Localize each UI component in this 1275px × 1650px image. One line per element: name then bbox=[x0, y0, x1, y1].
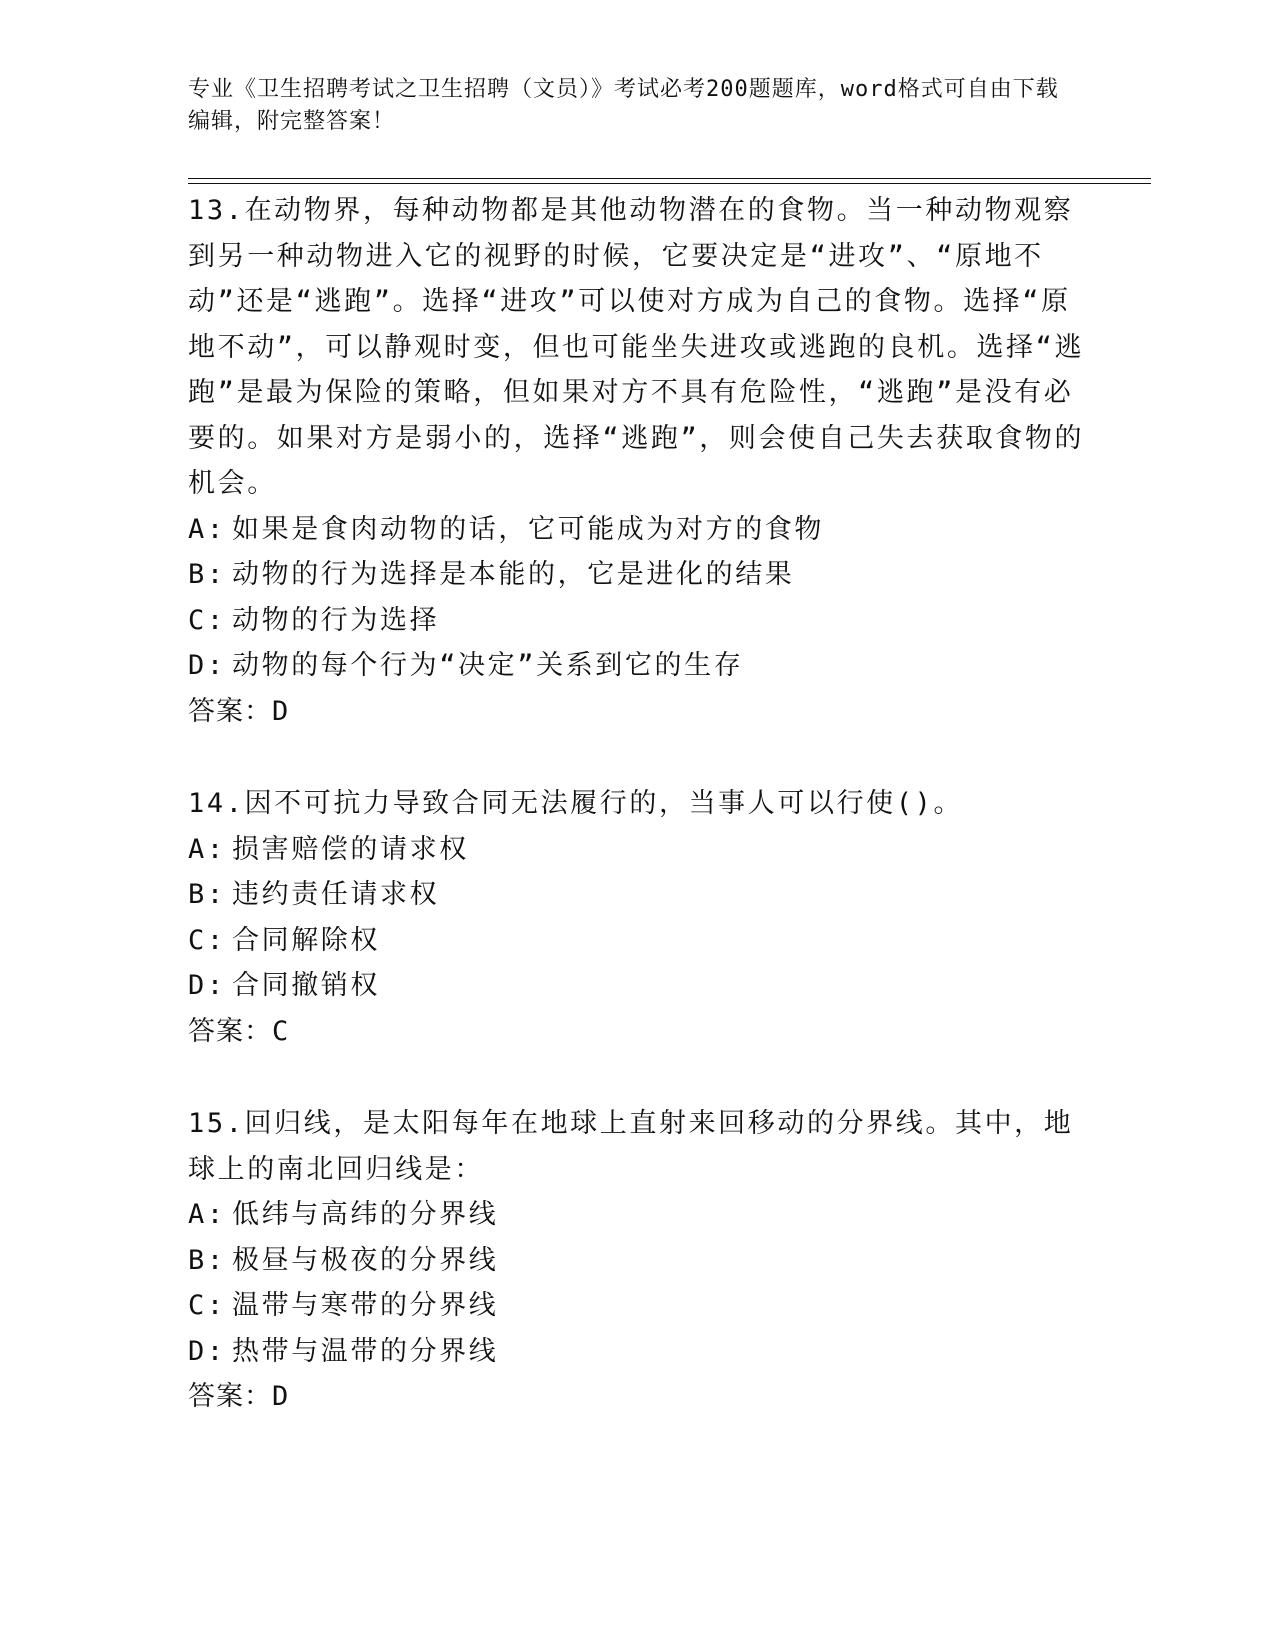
option-a bbox=[188, 507, 1088, 553]
option-letter: C: bbox=[188, 604, 226, 636]
question-13 bbox=[188, 188, 1088, 734]
answer-value: C bbox=[272, 1015, 290, 1047]
option-letter: B: bbox=[188, 559, 226, 590]
option-text: 动物的行为选择是本能的，它是进化的结果 bbox=[232, 559, 795, 590]
option-b bbox=[188, 872, 1088, 918]
option-text: 合同撤销权 bbox=[232, 970, 380, 1001]
answer-line bbox=[188, 1009, 1088, 1055]
option-letter: D: bbox=[188, 650, 226, 681]
option-d bbox=[188, 963, 1088, 1009]
spacer bbox=[188, 1054, 1088, 1101]
answer-label: 答案： bbox=[188, 1015, 272, 1047]
option-c bbox=[188, 598, 1088, 644]
option-text: 热带与温带的分界线 bbox=[232, 1335, 499, 1367]
option-text: 温带与寒带的分界线 bbox=[232, 1290, 499, 1321]
answer-label: 答案： bbox=[188, 1381, 272, 1412]
option-text: 极昼与极夜的分界线 bbox=[232, 1244, 499, 1276]
question-15 bbox=[188, 1101, 1088, 1420]
question-stem: 13.在动物界，每种动物都是其他动物潜在的食物。当一种动物观察到另一种动物进入它的视野的时候，它要决定是“进攻”、“原地不动”还是“逃跑”。选择“进攻”可以使对方成为自己的食物。选择“原地不动”，可以静观时变，但也可能坐失进攻或逃跑的良机。选择“逃跑”是最为保险的策略，但如果对方不具有危险性，“逃跑”是没有必要的。如果对方是弱小的，选择“逃跑”，则会使自己失去获取食物的机会。 bbox=[188, 195, 1085, 499]
option-text: 动物的每个行为“决定”关系到它的生存 bbox=[232, 650, 744, 681]
option-a bbox=[188, 827, 1088, 873]
option-letter: A: bbox=[188, 513, 226, 545]
option-text: 动物的行为选择 bbox=[232, 604, 440, 636]
answer-line bbox=[188, 1374, 1088, 1420]
header-rule-top bbox=[188, 178, 1151, 179]
option-d bbox=[188, 1329, 1088, 1375]
option-text: 如果是食肉动物的话，它可能成为对方的食物 bbox=[232, 513, 824, 545]
option-text: 损害赔偿的请求权 bbox=[232, 833, 469, 865]
option-letter: B: bbox=[188, 1244, 226, 1276]
option-letter: D: bbox=[188, 970, 226, 1001]
option-text: 低纬与高纬的分界线 bbox=[232, 1199, 499, 1230]
answer-value: D bbox=[272, 1381, 290, 1412]
option-b bbox=[188, 552, 1088, 598]
spacer bbox=[188, 734, 1088, 781]
option-a bbox=[188, 1192, 1088, 1238]
option-c bbox=[188, 1283, 1088, 1329]
option-letter: A: bbox=[188, 833, 226, 865]
option-letter: C: bbox=[188, 1290, 226, 1321]
option-letter: C: bbox=[188, 924, 226, 956]
option-text: 违约责任请求权 bbox=[232, 879, 440, 910]
answer-label: 答案： bbox=[188, 695, 272, 727]
option-letter: B: bbox=[188, 879, 226, 910]
option-letter: D: bbox=[188, 1335, 226, 1367]
option-b bbox=[188, 1238, 1088, 1284]
option-d bbox=[188, 643, 1088, 689]
question-stem: 14.因不可抗力导致合同无法履行的，当事人可以行使()。 bbox=[188, 788, 964, 819]
question-list bbox=[188, 188, 1088, 1420]
question-14 bbox=[188, 781, 1088, 1054]
document-header: 专业《卫生招聘考试之卫生招聘（文员）》考试必考200题题库，word格式可自由下载编辑，附完整答案！ bbox=[188, 77, 1059, 134]
option-text: 合同解除权 bbox=[232, 924, 380, 956]
answer-value: D bbox=[272, 695, 290, 727]
option-letter: A: bbox=[188, 1199, 226, 1230]
header-rule-bottom bbox=[188, 183, 1151, 184]
question-stem: 15.回归线，是太阳每年在地球上直射来回移动的分界线。其中，地球上的南北回归线是： bbox=[188, 1108, 1074, 1185]
option-c bbox=[188, 918, 1088, 964]
answer-line bbox=[188, 689, 1088, 735]
